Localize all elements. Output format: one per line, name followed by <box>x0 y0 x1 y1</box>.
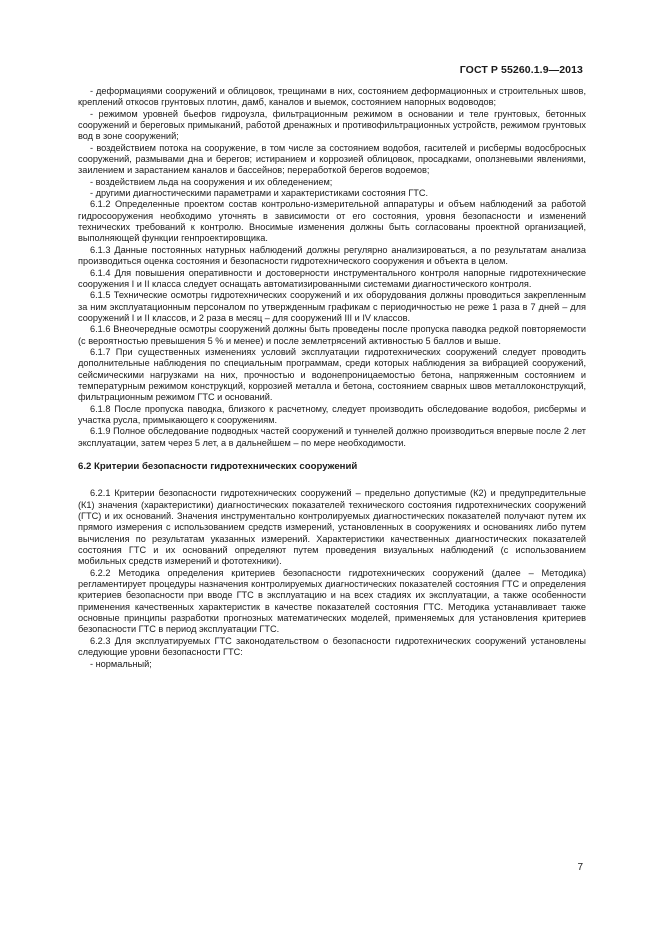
paragraph: 6.2.3 Для эксплуатируемых ГТС законодательством о безопасности гидротехнических сооружений установлены следующие уровни безопасности ГТС: <box>78 635 586 658</box>
paragraph: 6.1.5 Технические осмотры гидротехнических сооружений и их оборудования должны проводиться закрепленным за ним эксплуатационным персоналом по утвержденным графикам с периодичностью не реже 1 раза в 7 дней – для сооружений I и II классов, и 2 раза в месяц – для сооружений III и IV классов. <box>78 290 586 323</box>
paragraph: 6.2.1 Критерии безопасности гидротехнических сооружений – предельно допустимые (К2) и предупредительные (К1) значения (характеристики) диагностических показателей технического состояния гидротехнических сооружений (ГТС) и их оснований. Значения инструментально контролируемых диагностических показателей получают путем их прямого измерения с использованием средств измерений, установленных в сооружениях и основаниях либо путем вычисления по результатам указанных измерений. Характеристики качественных диагностических показателей состояния ГТС и их оснований определяют путем проведения визуальных наблюдений (с использованием мобильных средств измерений и фототехники). <box>78 488 586 567</box>
page-number: 7 <box>577 862 583 873</box>
paragraph: - режимом уровней бьефов гидроузла, фильтрационным режимом в основании и теле грунтовых, бетонных сооружений и береговых примыканий, работой дренажных и противофильтрационных устройств, режимом грунтовых вод в зоне сооружений; <box>78 108 586 142</box>
paragraph: - другими диагностическими параметрами и характеристиками состояния ГТС. <box>90 188 429 199</box>
paragraph: - нормальный; <box>90 658 152 669</box>
paragraph: 6.1.4 Для повышения оперативности и достоверности инструментального контроля напорные гидротехнические сооружения I и II класса следует оснащать автоматизированными системами диагностического контроля. <box>78 267 586 289</box>
paragraph: 6.1.8 После пропуска паводка, близкого к расчетному, следует производить обследование водобоя, рисбермы и участка русла, примыкающего к сооружениям. <box>78 403 586 425</box>
section-heading: 6.2 Критерии безопасности гидротехнических сооружений <box>78 461 358 472</box>
paragraph: 6.1.3 Данные постоянных натурных наблюдений должны регулярно анализироваться, а по результатам анализа производиться оценка состояния и безопасности гидротехнического сооружения и объекта в целом. <box>78 244 586 267</box>
document-body <box>78 86 586 670</box>
paragraph: - воздействием потока на сооружение, в том числе за состоянием водобоя, гасителей и рисбермы водосбросных сооружений, размывами дна и берегов; истиранием и коррозией облицовок, просадками, оползневыми явлениями, заилением и зарастанием каналов и бассейнов; переработкой берегов водоемов; <box>78 142 586 176</box>
paragraph: - воздействием льда на сооружения и их обледенением; <box>90 176 333 187</box>
paragraph: 6.1.7 При существенных изменениях условий эксплуатации гидротехнических сооружений следует проводить дополнительные наблюдения по специальным программам, среди которых наблюдения за вибрацией сооружений, сейсмическими нагрузками на них, прочностью и водонепроницаемостью бетона, напряженным состоянием и температурным режимом конструкций, коррозией металла и бетона, состоянием сварных швов металлоконструкций, фильтрационным режимом ГТС и оснований. <box>78 346 586 403</box>
document-code-header: ГОСТ Р 55260.1.9—2013 <box>459 64 583 76</box>
paragraph: 6.1.2 Определенные проектом состав контрольно-измерительной аппаратуры и объем наблюдений за работой гидросооружения необходимо уточнять в зависимости от его состояния, уровня безопасности и изменений технических требований к контролю. Вносимые изменения должны быть согласованы проектной организацией, выполняющей функции генпроектировщика. <box>78 199 586 244</box>
paragraph: 6.1.9 Полное обследование подводных частей сооружений и туннелей должно производиться впервые после 2 лет эксплуатации, затем через 5 лет, а в дальнейшем – по мере необходимости. <box>78 426 586 448</box>
paragraph: 6.2.2 Методика определения критериев безопасности гидротехнических сооружений (далее – Методика) регламентирует процедуры назначения контролируемых диагностических показателей состояния ГТС и определения критериев безопасности при вводе ГТС в эксплуатацию и на всех стадиях их эксплуатации, а также особенности применения качественных характеристик в качестве показателей состояния ГТС. Методика устанавливает также основные принципы разработки прогнозных математических моделей, применяемых для установления критериев безопасности ГТС в период эксплуатации ГТС. <box>78 567 586 635</box>
paragraph: 6.1.6 Внеочередные осмотры сооружений должны быть проведены после пропуска паводка редкой повторяемости (с вероятностью превышения 5 % и менее) и после землетрясений активностью 5 баллов и выше. <box>78 324 586 346</box>
paragraph: - деформациями сооружений и облицовок, трещинами в них, состоянием деформационных и строительных швов, креплений откосов грунтовых плотин, дамб, каналов и выемок, состоянием напорных водоводов; <box>78 86 586 108</box>
